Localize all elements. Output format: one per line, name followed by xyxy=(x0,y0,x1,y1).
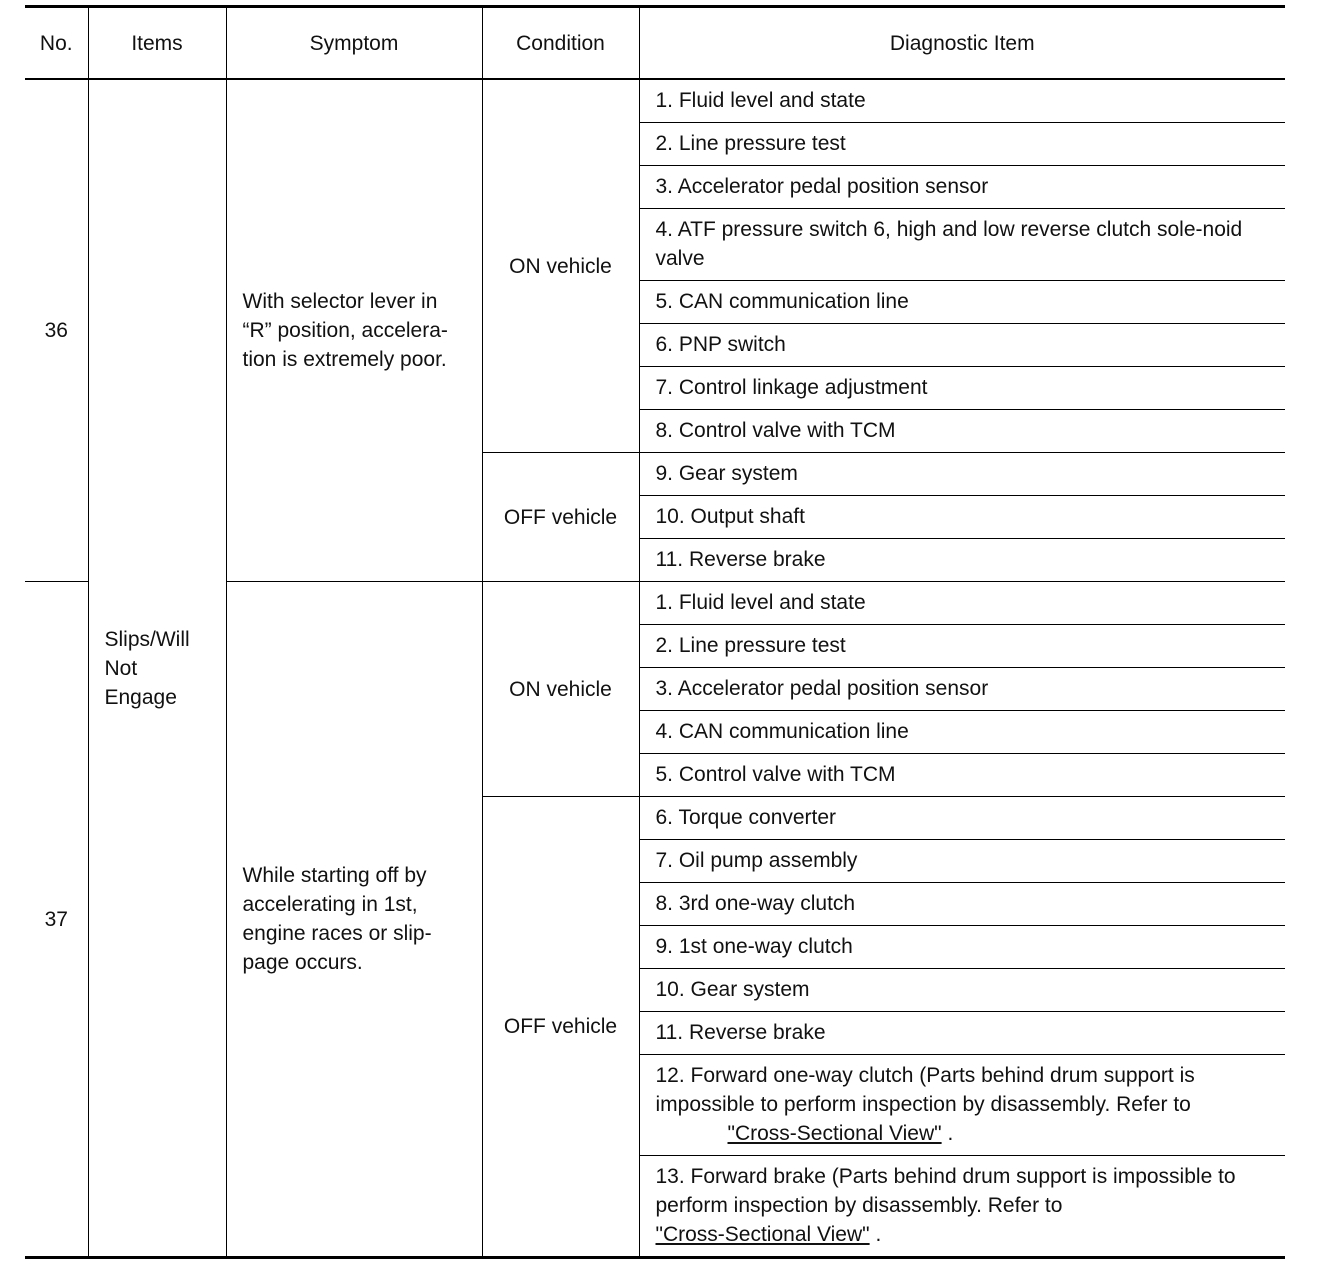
diagnostic-item: 5. Control valve with TCM xyxy=(639,754,1285,797)
diagnostic-item: 7. Oil pump assembly xyxy=(639,840,1285,883)
diagnosis-table-container xyxy=(25,5,1285,1259)
items-label: Slips/Will Not Engage xyxy=(104,627,190,709)
header-diagnostic-item: Diagnostic Item xyxy=(639,7,1285,80)
diagnostic-item: 11. Reverse brake xyxy=(639,539,1285,582)
diagnostic-item: 10. Output shaft xyxy=(639,496,1285,539)
row-number-37: 37 xyxy=(25,582,88,1258)
diag13-text: 13. Forward brake (Parts behind drum support is impossible to perform inspection by disassembly. Refer to xyxy=(655,1165,1236,1217)
diagnostic-item-13 xyxy=(639,1156,1285,1258)
condition-37-off: OFF vehicle xyxy=(482,797,639,1258)
diagnostic-item: 2. Line pressure test xyxy=(639,625,1285,668)
condition-37-on: ON vehicle xyxy=(482,582,639,797)
diagnostic-item: 4. ATF pressure switch 6, high and low reverse clutch sole-noid valve xyxy=(639,209,1285,281)
diagnostic-item: 9. 1st one-way clutch xyxy=(639,926,1285,969)
diagnostic-item: 2. Line pressure test xyxy=(639,123,1285,166)
header-symptom: Symptom xyxy=(226,7,482,80)
symptom-37: While starting off by accelerating in 1st, engine races or slip-page occurs. xyxy=(226,582,482,1258)
diagnostic-item: 8. 3rd one-way clutch xyxy=(639,883,1285,926)
cross-sectional-view-link[interactable]: "Cross-Sectional View" xyxy=(655,1223,870,1246)
diagnostic-item: 5. CAN communication line xyxy=(639,281,1285,324)
header-condition: Condition xyxy=(482,7,639,80)
items-cell xyxy=(88,79,226,1258)
cross-sectional-view-link[interactable]: "Cross-Sectional View" xyxy=(727,1122,942,1145)
diagnostic-item: 6. Torque converter xyxy=(639,797,1285,840)
row-number-36: 36 xyxy=(25,79,88,582)
diagnostic-item: 8. Control valve with TCM xyxy=(639,410,1285,453)
diagnostic-item: 6. PNP switch xyxy=(639,324,1285,367)
diagnostic-item: 9. Gear system xyxy=(639,453,1285,496)
symptom-36: With selector lever in “R” position, accelera-tion is extremely poor. xyxy=(226,79,482,582)
condition-36-off: OFF vehicle xyxy=(482,453,639,582)
diagnostic-item: 1. Fluid level and state xyxy=(639,79,1285,123)
diagnostic-item: 3. Accelerator pedal position sensor xyxy=(639,166,1285,209)
table-row xyxy=(25,79,1285,123)
diagnostic-item-12 xyxy=(639,1055,1285,1156)
diag12-tail: . xyxy=(941,1122,954,1145)
diag13-tail: . xyxy=(869,1223,882,1246)
diagnostic-item: 10. Gear system xyxy=(639,969,1285,1012)
diagnostic-item: 1. Fluid level and state xyxy=(639,582,1285,625)
table-header-row xyxy=(25,7,1285,80)
condition-36-on: ON vehicle xyxy=(482,79,639,453)
diagnostic-item: 7. Control linkage adjustment xyxy=(639,367,1285,410)
header-items: Items xyxy=(88,7,226,80)
diagnosis-table xyxy=(25,5,1285,1259)
diagnostic-item: 3. Accelerator pedal position sensor xyxy=(639,668,1285,711)
diag12-text: 12. Forward one-way clutch (Parts behind drum support is impossible to perform inspection by disassembly. Refer to xyxy=(655,1064,1195,1116)
diagnostic-item: 4. CAN communication line xyxy=(639,711,1285,754)
diagnostic-item: 11. Reverse brake xyxy=(639,1012,1285,1055)
header-no: No. xyxy=(25,7,88,80)
